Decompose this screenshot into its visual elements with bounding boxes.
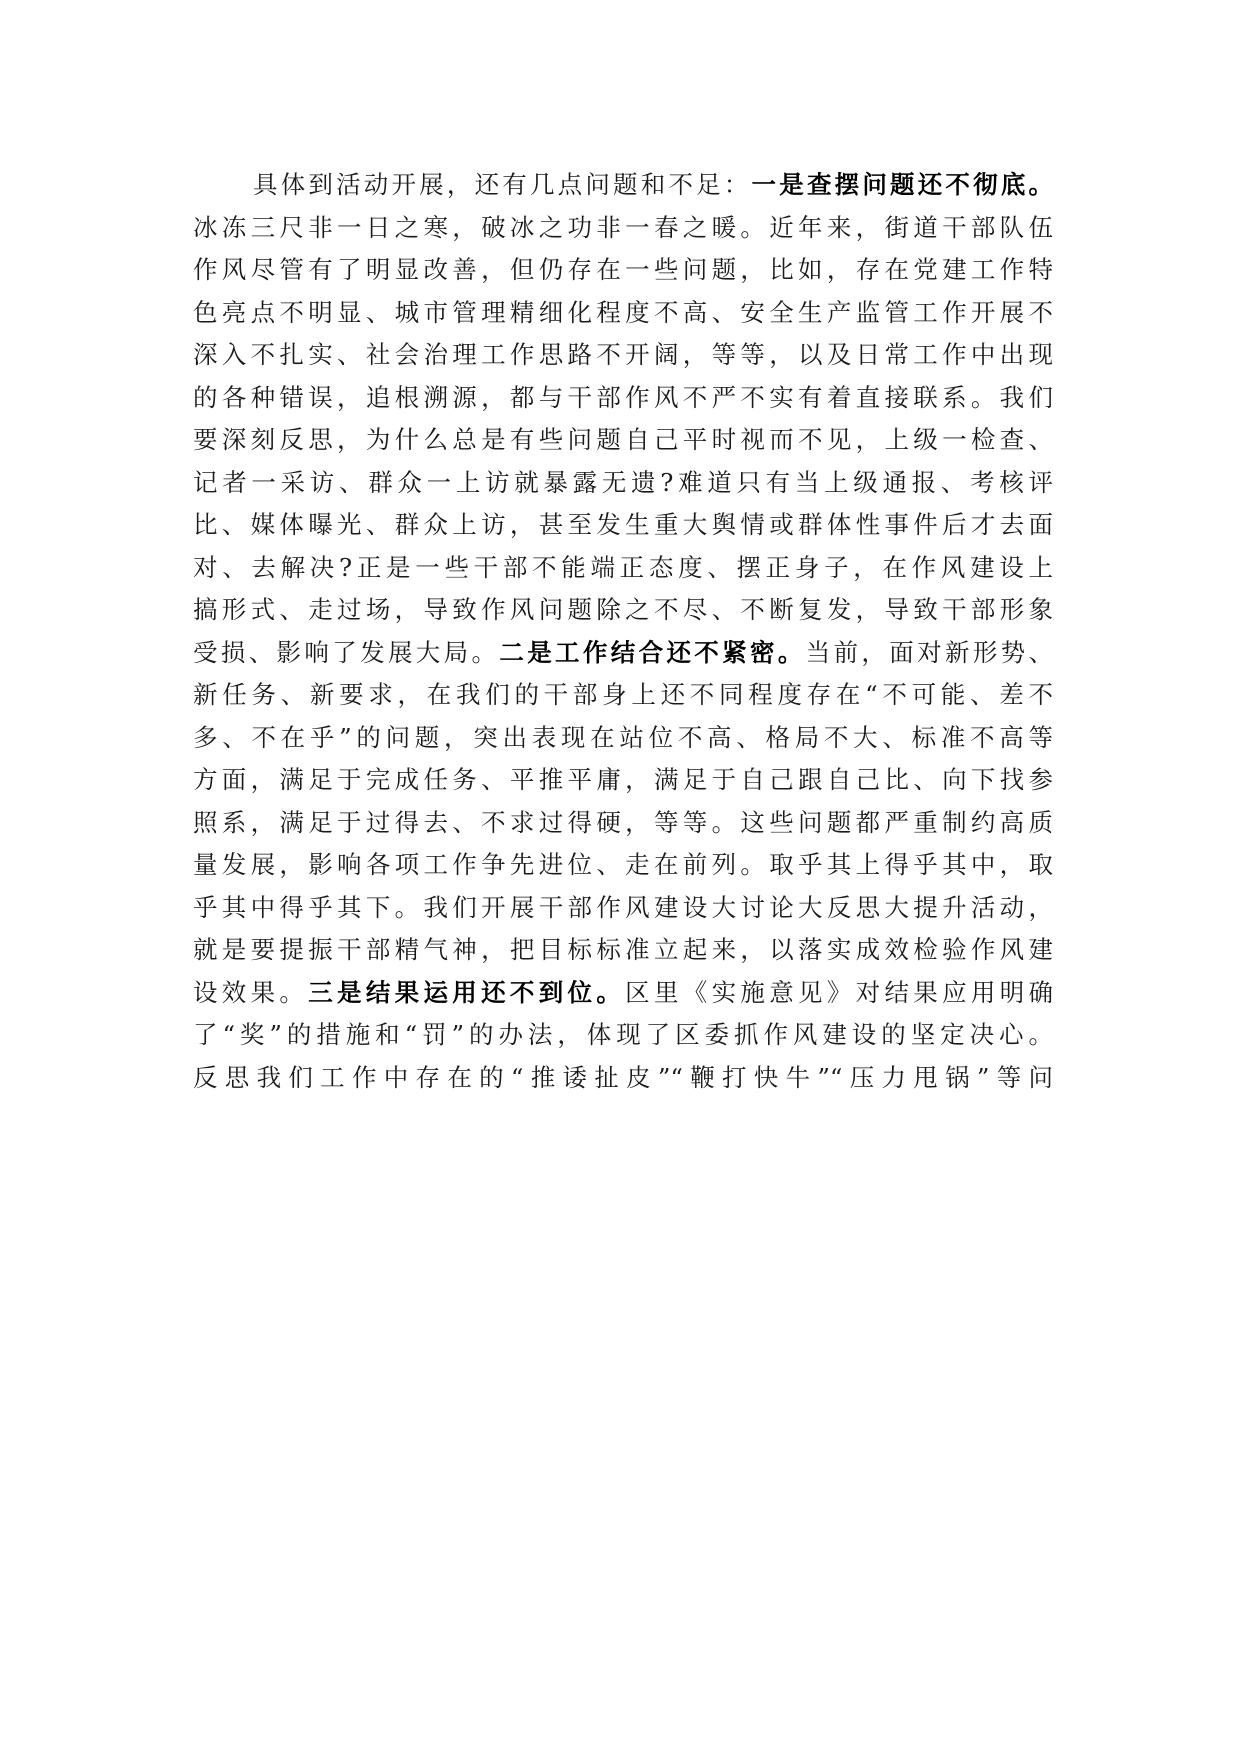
body-text: 反思我们工作中存在的“推诿扯皮”“鞭打快牛”“压力甩锅”等问: [193, 1062, 1053, 1092]
body-text: 的各种错误，追根溯源，都与干部作风不严不实有着直接联系。我们: [193, 382, 1053, 412]
body-text: 记者一采访、群众一上访就暴露无遗?难道只有当上级通报、考核评: [193, 467, 1053, 497]
text-line: [193, 674, 1053, 717]
text-line: [193, 759, 1053, 802]
text-line: [193, 929, 1053, 972]
text-line: [193, 1014, 1053, 1057]
bold-heading-phrase: 一是查摆问题还不彻底。: [751, 170, 1054, 199]
body-text: 色亮点不明显、城市管理精细化程度不高、安全生产监管工作开展不: [193, 297, 1053, 327]
text-line: [193, 802, 1053, 845]
body-text: 设效果。: [193, 977, 309, 1007]
text-line: [193, 844, 1053, 887]
body-text: 照系，满足于过得去、不求过得硬，等等。这些问题都严重制约高质: [193, 807, 1053, 837]
text-line: [193, 377, 1053, 420]
text-line: [193, 972, 1053, 1015]
text-line: [193, 249, 1053, 292]
text-line: [193, 207, 1053, 250]
body-text: 新任务、新要求，在我们的干部身上还不同程度存在“不可能、差不: [193, 680, 1053, 709]
body-text: 方面，满足于完成任务、平推平庸，满足于自己跟自己比、向下找参: [193, 765, 1053, 794]
bold-heading-phrase: 三是结果运用还不到位。: [308, 977, 626, 1007]
text-line: [193, 462, 1053, 505]
body-text: 区里《实施意见》对结果应用明确: [625, 977, 1054, 1007]
body-text: 就是要提振干部精气神，把目标标准立起来，以落实成效检验作风建: [193, 935, 1053, 964]
text-line: [193, 589, 1053, 632]
document-body: [193, 164, 1053, 1099]
body-text: 深入不扎实、社会治理工作思路不开阔，等等，以及日常工作中出现: [193, 340, 1053, 369]
body-text: 要深刻反思，为什么总是有些问题自己平时视而不见，上级一检查、: [193, 425, 1053, 454]
body-text: 当前，面对新形势、: [805, 637, 1054, 667]
body-text: 对、去解决?正是一些干部不能端正态度、摆正身子，在作风建设上: [193, 552, 1053, 582]
text-line: [193, 334, 1053, 377]
text-line: [193, 717, 1053, 760]
text-line: [193, 419, 1053, 462]
body-text: 搞形式、走过场，导致作风问题除之不尽、不断复发，导致干部形象: [193, 595, 1053, 624]
body-text: 多、不在乎”的问题，突出表现在站位不高、格局不大、标准不高等: [193, 722, 1053, 752]
text-line: [193, 1057, 1053, 1100]
body-text: 量发展，影响各项工作争先进位、走在前列。取乎其上得乎其中，取: [193, 850, 1053, 879]
body-text: 比、媒体曝光、群众上访，甚至发生重大舆情或群体性事件后才去面: [193, 510, 1053, 539]
body-text: 具体到活动开展，还有几点问题和不足：: [253, 170, 752, 199]
text-line: [193, 887, 1053, 930]
text-line: [193, 504, 1053, 547]
body-text: 受损、影响了发展大局。: [193, 637, 500, 667]
text-line: [193, 632, 1053, 675]
body-text: 作风尽管有了明显改善，但仍存在一些问题，比如，存在党建工作特: [193, 255, 1053, 284]
body-text: 乎其中得乎其下。我们开展干部作风建设大讨论大反思大提升活动，: [193, 892, 1053, 922]
body-text: 了“奖”的措施和“罚”的办法，体现了区委抓作风建设的坚定决心。: [193, 1020, 1053, 1049]
body-text: 冰冻三尺非一日之寒，破冰之功非一春之暖。近年来，街道干部队伍: [193, 212, 1053, 242]
bold-heading-phrase: 二是工作结合还不紧密。: [499, 637, 806, 667]
text-line: [193, 547, 1053, 590]
paragraph-first-line: [193, 164, 1053, 207]
text-line: [193, 292, 1053, 335]
